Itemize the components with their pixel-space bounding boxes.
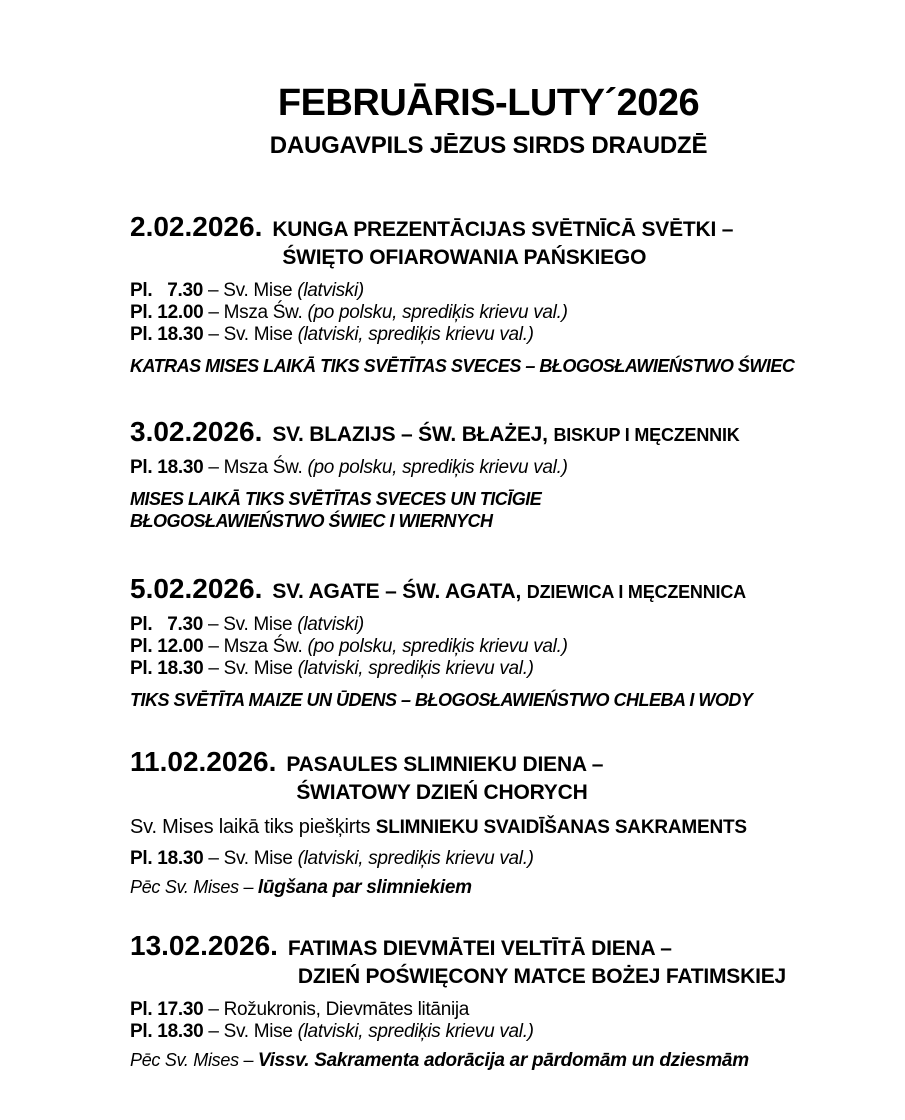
mass-language-detail: (latviski) — [297, 613, 364, 635]
mass-language-detail: (latviski, sprediķis krievu val.) — [297, 657, 534, 679]
mass-times — [130, 999, 847, 1043]
event-title — [272, 578, 746, 606]
event-title-line1 — [272, 421, 739, 449]
event-title — [272, 216, 733, 272]
page-subtitle: DAUGAVPILS JĒZUS SIRDS DRAUDZĒ — [269, 131, 708, 159]
event-title-line1 — [272, 578, 746, 606]
mass-time: Pl. 18.30 — [130, 1020, 204, 1042]
event-heading — [130, 210, 847, 272]
mass-time: Pl. 7.30 — [130, 613, 204, 635]
mass-time-row — [130, 999, 847, 1021]
event-title — [288, 935, 786, 991]
event-title-line1: KUNGA PREZENTĀCIJAS SVĒTNĪCĀ SVĒTKI – — [272, 217, 734, 241]
event-title — [286, 751, 603, 807]
event-section — [130, 929, 847, 1072]
page-title: FEBRUĀRIS-LUTY´2026 — [277, 82, 700, 124]
mass-time: Pl. 18.30 — [130, 456, 204, 478]
mass-language-detail: (latviski, sprediķis krievu val.) — [297, 1020, 534, 1042]
blessing-note-line: KATRAS MISES LAIKĀ TIKS SVĒTĪTAS SVECES – BŁOGOSŁAWIEŃSTWO ŚWIEC — [130, 355, 795, 376]
mass-times — [130, 280, 847, 346]
event-title-line2: ŚWIATOWY DZIEŃ CHORYCH — [296, 780, 588, 804]
blessing-note-line: BŁOGOSŁAWIEŃSTWO ŚWIEC I WIERNYCH — [130, 510, 493, 531]
mass-time: Pl. 18.30 — [130, 657, 204, 679]
mass-time: Pl. 18.30 — [130, 847, 204, 869]
post-mass-note — [130, 876, 847, 899]
mass-time-row — [130, 658, 847, 680]
mass-description: – Msza Św. — [208, 456, 308, 478]
event-title-line1: FATIMAS DIEVMĀTEI VELTĪTĀ DIENA – — [287, 936, 672, 960]
sacrament-note-emphasis: SLIMNIEKU SVAIDĪŠANAS SAKRAMENTS — [375, 816, 747, 838]
blessing-note — [130, 355, 847, 377]
mass-description: – Sv. Mise — [208, 657, 298, 679]
mass-language-detail: (latviski) — [297, 279, 364, 301]
sacrament-note — [130, 815, 847, 840]
mass-description: – Sv. Mise — [208, 279, 298, 301]
post-mass-note-emphasis: Vissv. Sakramenta adorācija ar pārdomām un dziesmām — [257, 1049, 749, 1071]
event-section — [130, 415, 847, 532]
blessing-note-line: TIKS SVĒTĪTA MAIZE UN ŪDENS – BŁOGOSŁAWIEŃSTWO CHLEBA I WODY — [130, 689, 753, 710]
event-title-small-text: BISKUP I MĘCZENNIK — [553, 424, 740, 445]
mass-times — [130, 614, 847, 680]
mass-time-row — [130, 302, 847, 324]
mass-time: Pl. 17.30 — [130, 998, 204, 1020]
mass-description: – Sv. Mise — [208, 847, 298, 869]
event-date: 3.02.2026. — [130, 415, 263, 447]
event-heading — [130, 745, 847, 807]
mass-times — [130, 457, 847, 479]
event-date: 5.02.2026. — [130, 572, 263, 604]
event-title-small-text: DZIEWICA I MĘCZENNICA — [526, 581, 746, 602]
event-section — [130, 572, 847, 711]
event-title-line2: ŚWIĘTO OFIAROWANIA PAŃSKIEGO — [282, 245, 647, 269]
mass-language-detail: (po polsku, sprediķis krievu val.) — [307, 456, 568, 478]
event-heading — [130, 415, 847, 449]
mass-time: Pl. 18.30 — [130, 323, 204, 345]
mass-description: – Msza Św. — [208, 301, 308, 323]
post-mass-note-lead: Pēc Sv. Mises – — [130, 1049, 258, 1070]
post-mass-note — [130, 1049, 847, 1072]
event-date: 2.02.2026. — [130, 210, 263, 242]
event-heading — [130, 572, 847, 606]
post-mass-note-emphasis: lūgšana par slimniekiem — [257, 876, 472, 898]
event-section — [130, 210, 847, 377]
mass-description: – Msza Św. — [208, 635, 308, 657]
mass-time-row — [130, 324, 847, 346]
mass-description: – Sv. Mise — [208, 323, 298, 345]
event-date: 13.02.2026. — [130, 929, 278, 961]
event-title-text: SV. BLAZIJS – ŚW. BŁAŻEJ, — [272, 422, 548, 446]
mass-language-detail: (po polsku, sprediķis krievu val.) — [307, 635, 568, 657]
event-heading — [130, 929, 847, 991]
mass-time-row — [130, 457, 847, 479]
mass-time-row — [130, 636, 847, 658]
document-header — [130, 82, 847, 160]
mass-language-detail: (latviski, sprediķis krievu val.) — [297, 847, 534, 869]
mass-times — [130, 848, 847, 870]
event-date: 11.02.2026. — [130, 745, 277, 777]
mass-time-row — [130, 848, 847, 870]
mass-time: Pl. 7.30 — [130, 279, 204, 301]
mass-description: – Rožukronis, Dievmātes litānija — [208, 998, 470, 1020]
event-title-text: SV. AGATE – ŚW. AGATA, — [272, 579, 522, 603]
mass-time: Pl. 12.00 — [130, 635, 204, 657]
mass-time-row — [130, 1021, 847, 1043]
post-mass-note-lead: Pēc Sv. Mises – — [130, 876, 258, 897]
mass-language-detail: (po polsku, sprediķis krievu val.) — [307, 301, 568, 323]
blessing-note — [130, 488, 847, 532]
event-title-line1: PASAULES SLIMNIEKU DIENA – — [286, 752, 604, 776]
mass-time: Pl. 12.00 — [130, 301, 204, 323]
mass-language-detail: (latviski, sprediķis krievu val.) — [297, 323, 534, 345]
sacrament-note-lead: Sv. Mises laikā tiks piešķirts — [130, 815, 376, 838]
mass-time-row — [130, 280, 847, 302]
mass-description: – Sv. Mise — [208, 613, 298, 635]
mass-time-row — [130, 614, 847, 636]
event-title-line2: DZIEŃ POŚWIĘCONY MATCE BOŻEJ FATIMSKIEJ — [297, 964, 787, 988]
blessing-note — [130, 689, 847, 711]
event-title — [272, 421, 739, 449]
event-section — [130, 745, 847, 899]
mass-description: – Sv. Mise — [208, 1020, 298, 1042]
blessing-note-line: MISES LAIKĀ TIKS SVĒTĪTAS SVECES UN TICĪGIE — [130, 488, 542, 509]
